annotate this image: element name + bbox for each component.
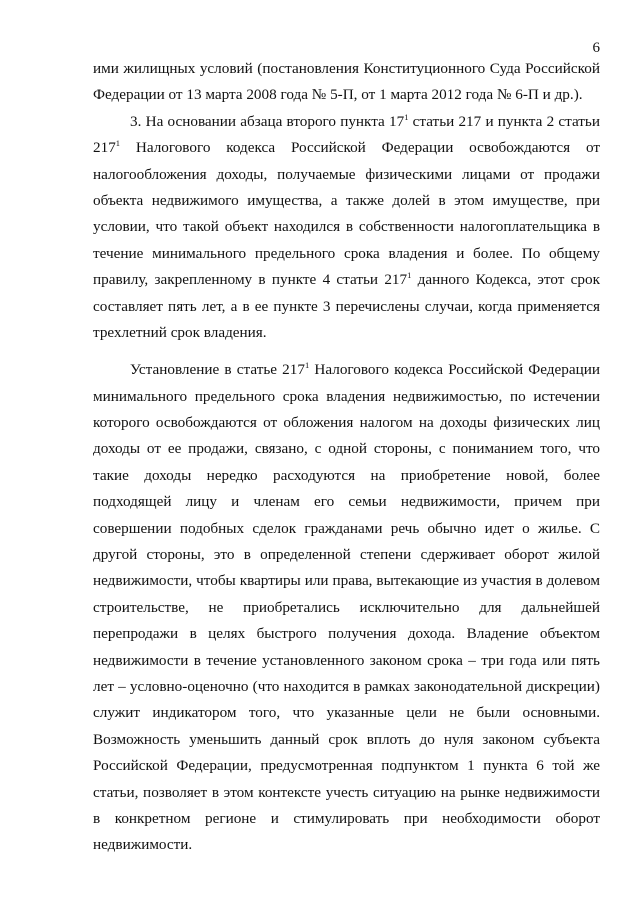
text-line: которого освобождаются от обложения налогом на доходы физических лиц bbox=[93, 414, 600, 432]
text-line: лет – условно-оценочно (что находится в рамках законодательной дискреции) bbox=[93, 677, 600, 695]
text-line: течение минимального предельного срока владения и более. По общему bbox=[93, 244, 600, 262]
text-run: Налогового кодекса Российской Федерации освобождаются от bbox=[120, 139, 600, 157]
text-line bbox=[93, 267, 600, 293]
text-run: Установление в статье 217 bbox=[130, 361, 305, 379]
paragraph-1 bbox=[93, 56, 600, 109]
text-line: подходящей лицу и членам его семьи недвижимости, причем при bbox=[93, 493, 600, 511]
text-run: 217 bbox=[93, 139, 116, 157]
text-line: минимального предельного срока владения недвижимостью, по истечении bbox=[93, 387, 600, 405]
superscript: 1 bbox=[404, 111, 409, 122]
text-line: недвижимости. bbox=[93, 836, 193, 854]
text-run: данного Кодекса, этот срок bbox=[411, 271, 600, 289]
document-body bbox=[93, 56, 600, 859]
text-line: Российской Федерации, предусмотренная подпунктом 1 пункта 6 той же bbox=[93, 757, 600, 775]
text-line: в конкретном регионе и стимулировать при необходимости оборот bbox=[93, 809, 600, 827]
text-run: Налогового кодекса Российской Федерации bbox=[309, 361, 600, 379]
text-line: недвижимости, чтобы квартиры или права, вытекающие из участия в долевом bbox=[93, 572, 600, 590]
text-line: совершении подобных сделок гражданами речь обычно идет о жилье. С bbox=[93, 519, 600, 537]
text-line: статьи, позволяет в этом контексте учесть ситуацию на рынке недвижимости bbox=[93, 783, 600, 801]
text-line: недвижимости в течение установленного законом срока – три года или пять bbox=[93, 651, 600, 669]
text-line: доходы от ее продажи, связано, с одной стороны, с пониманием того, что bbox=[93, 440, 600, 458]
text-line bbox=[93, 135, 600, 161]
paragraph-3 bbox=[93, 357, 600, 858]
text-line: Федерации от 13 марта 2008 года № 5-П, от 1 марта 2012 года № 6-П и др.). bbox=[93, 86, 583, 104]
text-line: Возможность уменьшить данный срок вплоть до нуля законом субъекта bbox=[93, 730, 600, 748]
text-line: такие доходы нередко расходуются на приобретение новой, более bbox=[93, 466, 600, 484]
text-line: составляет пять лет, а в ее пункте 3 перечислены случаи, когда применяется bbox=[93, 297, 600, 315]
text-line: перепродажи в целях быстрого получения дохода. Владение объектом bbox=[93, 625, 600, 643]
superscript: 1 bbox=[115, 138, 121, 149]
superscript: 1 bbox=[407, 270, 412, 281]
superscript: 1 bbox=[304, 360, 310, 371]
text-run: 3. На основании абзаца второго пункта 17 bbox=[130, 112, 405, 130]
text-line bbox=[93, 357, 600, 383]
text-line: трехлетний срок владения. bbox=[93, 323, 267, 341]
paragraph-2 bbox=[93, 109, 600, 347]
text-line: служит индикатором того, что указанные цели не были основными. bbox=[93, 704, 600, 722]
paragraph-gap bbox=[93, 346, 600, 357]
text-line: ими жилищных условий (постановления Конституционного Суда Российской bbox=[93, 60, 600, 77]
text-run: статьи 217 и пункта 2 статьи bbox=[408, 112, 600, 130]
text-run: правилу, закрепленному в пункте 4 статьи 217 bbox=[93, 271, 408, 289]
text-line: налогообложения доходы, получаемые физическими лицами от продажи bbox=[93, 165, 600, 183]
text-line: объекта недвижимого имущества, а также долей в этом имуществе, при bbox=[93, 191, 600, 209]
page-number: 6 bbox=[592, 40, 600, 56]
text-line: строительстве, не приобретались исключительно для дальнейшей bbox=[93, 598, 600, 616]
text-line: условии, что такой объект находился в собственности налогоплательщика в bbox=[93, 218, 600, 236]
text-line bbox=[93, 109, 600, 135]
text-line: другой стороны, это в определенной степени сдерживает оборот жилой bbox=[93, 546, 600, 564]
